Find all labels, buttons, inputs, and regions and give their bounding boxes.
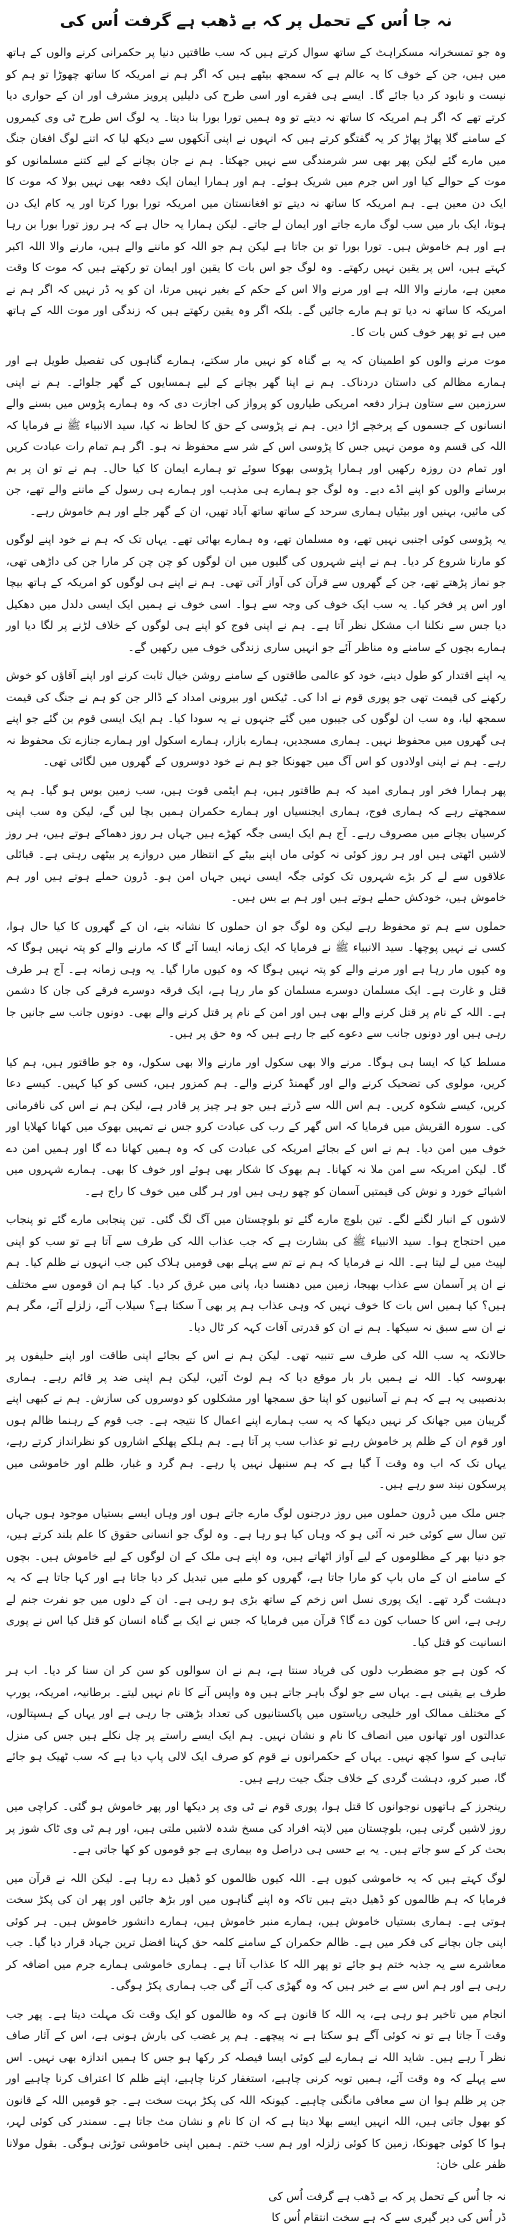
paragraph: یہ اپنے اقتدار کو طول دینے، خود کو عالمی طاقتوں کے سامنے روشن خیال ثابت کرنے اور اپنے آقاؤں کو خوش رکھنے کی قیمت تھی جو پوری قوم نے ادا کی۔ ٹیکس اور بیرونی امداد کے ڈالر جن کو ہم نے جنگ کی قیمت سمجھ لیا، وہ سب ان لوگوں کی جیبوں میں گئے جنہوں نے یہ سودا کیا۔ ہم ایک ایسی قوم بن گئے جو اپنے ہی گھروں میں محفوظ نہیں۔ ہماری مسجدیں، ہمارے بازار، ہمارے اسکول اور ہمارے جنازے تک محفوظ نہ رہے۔ ہم نے اپنی اولادوں کو اس آگ میں جھونکا جو ہم نے خود دوسروں کے گھروں میں لگائی تھی۔ xyxy=(6,669,506,768)
paragraph: وہ جو تمسخرانہ مسکراہٹ کے ساتھ سوال کرتے ہیں کہ سب طاقتیں دنیا پر حکمرانی کرنے والوں کے ہاتھ میں ہیں، جن کے خوف کا یہ عالم ہے کہ سمجھ بیٹھے ہیں کہ اگر ہم نے امریکہ کا ساتھ چھوڑا تو ہم کو نیست و نابود کر دیا جائے گا۔ ایسے ہی فقرے اور اسی طرح کی دلیلیں پرویز مشرف اور ان کے حواری دیا کرتے تھے کہ اگر ہم امریکہ کا ساتھ نہ دیتے تو وہ ہمیں تورا بورا بنا دیتا۔ یہ لوگ اس طرح ٹی وی کیمروں کے سامنے گلا پھاڑ پھاڑ کر یہ گفتگو کرتے ہیں کہ انہوں نے اپنی آنکھوں سے دیکھ لیا کہ اتنے لوگ افغان جنگ میں مارے گئے لیکن پھر بھی سر شرمندگی سے نہیں جھکتا۔ ہم نے جان بچانے کے لیے کتنے مسلمانوں کو موت کے حوالے کیا اور اس جرم میں شریک ہوئے۔ ہم اور ہمارا ایمان ایک دفعہ بھی نہیں بولا کہ موت کا ایک دن معین ہے۔ ہم امریکہ کا ساتھ نہ دیتے تو افغانستان میں امریکہ تورا بورا کرتا اور یہ کام ایک دن ہوتا، ایک بار میں سب لوگ مارے جاتے اور ایمان لے جاتے۔ لیکن ہمارا یہ حال ہے کہ ہر روز تورا بورا بن رہا ہے اور ہم خاموش ہیں۔ تورا بورا تو بن جاتا ہے لیکن ہم جو اللہ کو ماننے والے ہیں، مارنے والا اللہ اکبر کہتے ہیں، اس پر یقین نہیں رکھتے۔ وہ لوگ جو اس بات کا یقین اور ایمان تو رکھتے ہیں کہ موت کا وقت معین ہے، مارنے والا اللہ ہے اور مرنے والا اس کے حکم کے بغیر نہیں مرتا، ان کو یہ ڈر نہیں کہ اگر ہم نے امریکہ کا ساتھ نہ دیا تو ہم مارے جائیں گے۔ بلکہ اگر وہ یقین رکھتے ہیں کہ زندگی اور موت اللہ کے ہاتھ میں ہے تو پھر خوف کس بات کا۔ xyxy=(6,46,506,339)
paragraph: لاشوں کے انبار لگنے لگے۔ تین بلوچ مارے گئے تو بلوچستان میں آگ لگ گئی۔ تین پنجابی مارے گئے تو پنجاب میں احتجاج ہوا۔ سید الانبیاء ﷺ کی بشارت ہے کہ جب عذاب اللہ کی طرف سے آتا ہے تو سب کو اپنی لپیٹ میں لے لیتا ہے۔ اللہ نے فرمایا کہ ہم نے تم سے پہلے بھی قومیں ہلاک کیں جب انہوں نے ظلم کیا۔ ہم نے ان پر آسمان سے عذاب بھیجا، زمین میں دھنسا دیا، پانی میں غرق کر دیا۔ کیا ہم ان قوموں سے مختلف ہیں؟ کیا ہمیں اس بات کا خوف نہیں کہ وہی عذاب ہم پر بھی آ سکتا ہے؟ سیلاب آئے، زلزلے آئے، مگر ہم نے ان سے سبق نہ سیکھا۔ ہم نے ان کو قدرتی آفات کہہ کر ٹال دیا۔ xyxy=(6,1213,506,1334)
verse-line: ڈر اُس کی دیر گیری سے کہ ہے سخت انتقام اُس کا xyxy=(271,2211,506,2224)
paragraph: لوگ کہتے ہیں کہ یہ خاموشی کیوں ہے۔ اللہ کیوں ظالموں کو ڈھیل دے رہا ہے۔ لیکن اللہ نے قرآن میں فرمایا کہ ہم ظالموں کو ڈھیل دیتے ہیں تاکہ وہ اپنے گناہوں میں اور بڑھ جائیں اور پھر ان کی پکڑ سخت ہوتی ہے۔ ہماری بستیاں خاموش ہیں، ہمارے منبر خاموش ہیں، ہمارے دانشور خاموش ہیں۔ ہر کوئی اپنی جان بچانے کی فکر میں ہے۔ ظالم حکمران کے سامنے کلمہ حق کہنا افضل ترین جہاد قرار دیا گیا۔ جب معاشرے سے یہ جذبہ ختم ہو جائے تو پھر اللہ کا عذاب آتا ہے۔ ہماری خاموشی ہمارے جرم میں اضافہ کر رہی ہے اور ہم اس سے بے خبر ہیں کہ وہ گھڑی کب آئے گی جب ہماری پکڑ ہوگی۔ xyxy=(6,1871,506,1992)
article-body xyxy=(6,42,506,2176)
paragraph: موت مرنے والوں کو اطمینان کہ یہ بے گناہ کو نہیں مار سکتے، ہمارے گناہوں کی تفصیل طویل ہے اور ہمارے مظالم کی داستان دردناک۔ ہم نے اپنا گھر بچانے کے لیے ہمسایوں کے گھر جلوائے۔ ہم نے اپنی سرزمین سے ستاون ہزار دفعہ امریکی طیاروں کو پرواز کی اجازت دی کہ وہ ہمارے پڑوس میں بسنے والے انسانوں کے جسموں کے پرخچے اڑا دیں۔ ہم نے پڑوسی کے حق کا لحاظ نہ کیا، سید الانبیاء ﷺ نے فرمایا کہ اللہ کی قسم وہ مومن نہیں جس کا پڑوسی اس کے شر سے محفوظ نہ ہو۔ اگر ہم تمام رات عبادت کریں اور تمام دن روزہ رکھیں اور ہمارا پڑوسی بھوکا سوئے تو ہمارے ایمان کا کیا حال۔ ہم نے تو ان پر بم برسانے والوں کو اپنے اڈے دیے۔ وہ لوگ جو ہمارے ہی مذہب اور ہمارے ہی رسول کے ماننے والے تھے، جن کی مائیں، بہنیں اور بیٹیاں ہماری سرحد کے ساتھ ساتھ آباد تھیں، ان کے گھر جلے اور ہم خاموش رہے۔ xyxy=(6,354,506,518)
paragraph: یہ پڑوسی کوئی اجنبی نہیں تھے، وہ مسلمان تھے، وہ ہمارے بھائی تھے۔ یہاں تک کہ ہم نے خود اپنے لوگوں کو مارنا شروع کر دیا۔ ہم نے اپنے شہروں کی گلیوں میں ان لوگوں کو چن چن کر مارا جن کی داڑھی تھی، جو نماز پڑھتے تھے، جن کے گھروں سے قرآن کی آواز آتی تھی۔ ہم نے اپنے ہی لوگوں کو امریکہ کے ہاتھ بیچا اور اس پر فخر کیا۔ یہ سب ایک خوف کی وجہ سے ہوا۔ اسی خوف نے ہمیں ایک ایسی دلدل میں دھکیل دیا جس سے نکلنا اب مشکل نظر آتا ہے۔ ہم نے اپنی فوج کو اپنے ہی لوگوں کے خلاف لڑنے پر لگا دیا اور ہمارے بچوں کے سامنے وہ مناظر آئے جو انہیں ساری زندگی خوف میں رکھیں گے۔ xyxy=(6,533,506,654)
paragraph: انجام میں تاخیر ہو رہی ہے، یہ اللہ کا قانون ہے کہ وہ ظالموں کو ایک وقت تک مہلت دیتا ہے۔ پھر جب وقت آ جاتا ہے تو نہ کوئی آگے ہو سکتا ہے نہ پیچھے۔ ہم پر غضب کی بارش ہونی ہے، اس کے آثار صاف نظر آ رہے ہیں۔ شاید اللہ نے ہمارے لیے کوئی ایسا فیصلہ کر رکھا ہو جس کا ہمیں اندازہ بھی نہیں۔ اس سے پہلے کہ وہ وقت آئے، ہمیں توبہ کرنی چاہیے، استغفار کرنا چاہیے، اپنے ظلم کا اعتراف کرنا چاہیے اور جن پر ظلم ہوا ان سے معافی مانگنی چاہیے۔ کیونکہ اللہ کی پکڑ بہت سخت ہے۔ جو قومیں اللہ کے قانون کو بھول جاتی ہیں، اللہ انہیں ایسے بھلا دیتا ہے کہ ان کا نام و نشان مٹ جاتا ہے۔ سمندر کی کوئی لہر، ہوا کا کوئی جھونکا، زمین کا کوئی زلزلہ اور ہم سب ختم۔ ہمیں اپنی خاموشی توڑنی ہوگی۔ بقول مولانا ظفر علی خان: xyxy=(6,2007,506,2171)
article-page xyxy=(6,0,506,2229)
verse-line: نہ جا اُس کے تحمل پر کہ بے ڈھب ہے گرفت اُس کی xyxy=(268,2189,506,2203)
paragraph: مسلط کیا کہ ایسا ہی ہوگا۔ مرنے والا بھی سکول اور مارنے والا بھی سکول، وہ جو طاقتور ہیں، ہم کیا کریں، مولوی کی تضحیک کرنے والے اور گھمنڈ کرنے والے۔ ہم کمزور ہیں، کسی کو کیا کہیں۔ کیسے دعا کریں، کیسے شکوہ کریں۔ ہم اس اللہ سے ڈرتے ہیں جو ہر چیز پر قادر ہے، لیکن ہم نے اس کی نافرمانی کی۔ سورہ القریش میں فرمایا کہ اس گھر کے رب کی عبادت کرو جس نے تمہیں بھوک میں کھانا کھلایا اور خوف میں امن دیا۔ ہم نے اس کے بجائے امریکہ کی عبادت کی کہ وہ ہمیں کھانا دے گا اور ہمیں امن دے گا۔ لیکن امریکہ سے امن ملا نہ کھانا۔ ہم بھوک کا شکار بھی ہوئے اور خوف کا بھی۔ ہمارے شہروں میں اشیائے خورد و نوش کی قیمتیں آسمان کو چھو رہی ہیں اور ہر گلی میں خوف کا راج ہے۔ xyxy=(6,1055,506,1198)
paragraph: کہ کون ہے جو مضطرب دلوں کی فریاد سنتا ہے، ہم نے ان سوالوں کو سن کر ان سنا کر دیا۔ اب ہر طرف بے یقینی ہے۔ یہاں سے جو لوگ باہر جاتے ہیں وہ واپس آنے کا نام نہیں لیتے۔ برطانیہ، امریکہ، یورپ کے مختلف ممالک اور خلیجی ریاستوں میں پاکستانیوں کی تعداد بڑھتی جا رہی ہے اور یہاں کے ہسپتالوں، عدالتوں اور تھانوں میں انصاف کا نام و نشان نہیں۔ ہم ایک ایسے راستے پر چل نکلے ہیں جس کی منزل تباہی کے سوا کچھ نہیں۔ یہاں کے حکمرانوں نے قوم کو صرف ایک لالی پاپ دیا ہے کہ سب ٹھیک ہو جائے گا، صبر کرو، دہشت گردی کے خلاف جنگ جیت رہے ہیں۔ xyxy=(6,1664,506,1785)
paragraph: حالانکہ یہ سب اللہ کی طرف سے تنبیہ تھی۔ لیکن ہم نے اس کے بجائے اپنی طاقت اور اپنے حلیفوں پر بھروسہ کیا۔ اللہ نے ہمیں بار بار موقع دیا کہ ہم لوٹ آئیں، لیکن ہم اپنی ضد پر قائم رہے۔ ہماری بدنصیبی یہ ہے کہ ہم نے آسانیوں کو اپنا حق سمجھا اور مشکلوں کو دوسروں کی سازش۔ ہم نے کبھی اپنے گریبان میں جھانک کر نہیں دیکھا کہ یہ سب ہمارے اپنے اعمال کا نتیجہ ہے۔ جب قوم کے رہنما ظالم ہوں اور قوم ان کے ظلم پر خاموش رہے تو عذاب سب پر آتا ہے۔ ہم ہلکے پھلکے اشاروں کو نظرانداز کرتے رہے، یہاں تک کہ اب وہ وقت آ گیا ہے کہ ہم سنبھل نہیں پا رہے۔ ہم گرد و غبار، ظلم اور خاموشی میں پرسکون نیند سو رہے ہیں۔ xyxy=(6,1349,506,1491)
article-title: نہ جا اُس کے تحمل پر کہ بے ڈھب ہے گرفت اُس کی xyxy=(59,11,453,30)
paragraph: جس ملک میں ڈرون حملوں میں روز درجنوں لوگ مارے جاتے ہوں اور وہاں ایسے بستیاں موجود ہوں جہاں تین سال سے کوئی خبر نہ آئی ہو کہ وہاں کیا ہو رہا ہے۔ وہ لوگ جو انسانی حقوق کا علم بلند کرتے ہیں، جو دنیا بھر کے مظلوموں کے لیے آواز اٹھاتے ہیں، وہ اپنے ہی ملک کے ان لوگوں کے لیے خاموش ہیں۔ بچوں کے سامنے ان کے ماں باپ کو مارا جاتا ہے، گھروں کو ملبے میں تبدیل کر دیا جاتا ہے اور کہا جاتا ہے کہ یہ دہشت گرد تھے۔ ایک پوری نسل اس زخم کے ساتھ بڑی ہو رہی ہے۔ ان کے دلوں میں جو نفرت جنم لے رہی ہے، اس کا حساب کون دے گا؟ قرآن میں فرمایا کہ جس نے ایک بے گناہ انسان کو قتل کیا اس نے پوری انسانیت کو قتل کیا۔ xyxy=(6,1506,506,1649)
closing-verse xyxy=(6,2186,506,2229)
paragraph: حملوں سے ہم تو محفوظ رہے لیکن وہ لوگ جو ان حملوں کا نشانہ بنے، ان کے گھروں کا کیا حال ہوا، کسی نے نہیں پوچھا۔ سید الانبیاء ﷺ نے فرمایا کہ ایک زمانہ ایسا آئے گا کہ مارنے والے کو پتہ نہیں ہوگا کہ وہ کیوں مار رہا ہے اور مرنے والے کو پتہ نہیں ہوگا کہ وہ کیوں مارا گیا۔ یہ وہی زمانہ ہے۔ آج ہر طرف قتل و غارت ہے۔ ایک مسلمان دوسرے مسلمان کو مار رہا ہے، ایک فرقہ دوسرے فرقے کی جان کا دشمن ہے۔ اللہ کے نام پر قتل کرنے والے بھی ہیں اور امن کے نام پر قتل کرنے والے بھی۔ دونوں جانب سے جانیں جا رہی ہیں اور دونوں جانب سے دعوے کیے جا رہے ہیں کہ وہ حق پر ہیں۔ xyxy=(6,919,506,1040)
paragraph: پھر ہمارا فخر اور ہماری امید کہ ہم طاقتور ہیں، ہم ایٹمی قوت ہیں، سب زمین بوس ہو گیا۔ ہم یہ سمجھتے رہے کہ ہماری فوج، ہماری ایجنسیاں اور ہمارے حکمران ہمیں بچا لیں گے، لیکن وہ سب اپنی کرسیاں بچانے میں مصروف رہے۔ آج ہم ایک ایسی جگہ کھڑے ہیں جہاں ہر روز دھماکے ہوتے ہیں، ہر روز لاشیں اٹھتی ہیں اور ہر روز کوئی نہ کوئی ماں اپنے بیٹے کے انتظار میں دروازے پر بیٹھی رہتی ہے۔ قبائلی علاقوں سے لے کر بڑے شہروں تک کوئی جگہ ایسی نہیں جہاں امن ہو۔ ڈرون حملے ہوتے ہیں اور ہم خاموش ہیں، خودکش حملے ہوتے ہیں اور ہم بے بس ہیں۔ xyxy=(6,783,506,904)
paragraph: رینجرز کے ہاتھوں نوجوانوں کا قتل ہوا، پوری قوم نے ٹی وی پر دیکھا اور پھر خاموش ہو گئی۔ کراچی میں روز لاشیں گرتی ہیں، بلوچستان میں لاپتہ افراد کی مسخ شدہ لاشیں ملتی ہیں، اور ہم ٹی وی ٹاک شوز پر بحث کر کے سو جاتے ہیں۔ یہ بے حسی ہی دراصل وہ بیماری ہے جو قوموں کو کھا جاتی ہے۔ xyxy=(6,1800,506,1856)
